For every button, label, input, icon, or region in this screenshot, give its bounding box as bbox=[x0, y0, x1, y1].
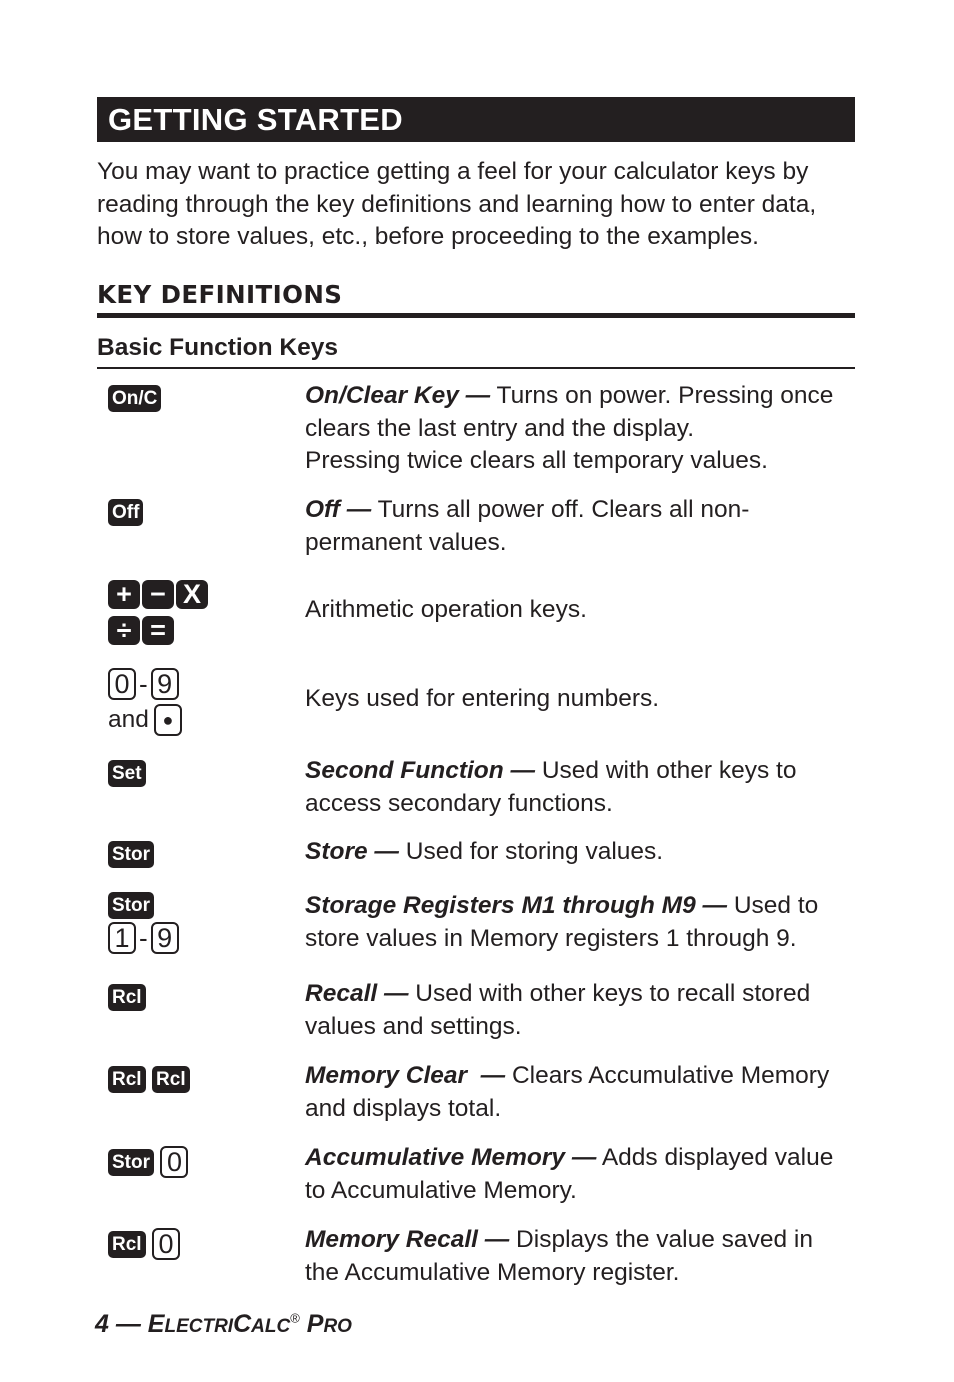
intro-paragraph: You may want to practice getting a feel for your calculator keys by reading through the key definitions and learning how to enter data, how to store values, etc., before proceeding to the examples. bbox=[97, 158, 817, 250]
keydef-description bbox=[305, 836, 850, 869]
key-group bbox=[108, 1228, 180, 1260]
digit-zero-key-icon: 0 bbox=[160, 1146, 188, 1178]
plus-key-icon: + bbox=[108, 580, 140, 609]
page-number: 4 — bbox=[95, 1310, 148, 1338]
keydef-term: Memory Recall — bbox=[305, 1226, 510, 1253]
digit-nine-key-icon: 9 bbox=[151, 668, 179, 700]
keydef-description bbox=[305, 683, 850, 716]
key-group bbox=[108, 1146, 188, 1178]
keydef-text: Keys used for entering numbers. bbox=[305, 685, 660, 712]
keydef-description bbox=[305, 1060, 850, 1125]
page-footer bbox=[95, 1310, 352, 1339]
set-key-icon: Set bbox=[108, 760, 146, 787]
key-group bbox=[108, 668, 182, 740]
keydef-description bbox=[305, 890, 850, 955]
multiply-key-icon: X bbox=[176, 580, 208, 609]
brand-p: P bbox=[299, 1310, 324, 1338]
key-group bbox=[108, 760, 146, 787]
off-key-icon: Off bbox=[108, 499, 143, 526]
key-group bbox=[108, 580, 210, 652]
stor-key-icon: Stor bbox=[108, 841, 154, 868]
rcl-key-icon: Rcl bbox=[108, 984, 146, 1011]
basic-function-keys-subheading: Basic Function Keys bbox=[97, 334, 855, 369]
stor-key-icon: Stor bbox=[108, 1149, 154, 1176]
brand-ro: RO bbox=[323, 1316, 352, 1337]
registered-mark: ® bbox=[290, 1310, 300, 1326]
range-dash: - bbox=[139, 922, 148, 953]
keydef-text: Used with other keys to recall stored values and settings. bbox=[305, 980, 811, 1040]
keydef-text: Turns on power. Pressing once clears the last entry and the display. bbox=[305, 382, 834, 442]
key-group bbox=[108, 499, 143, 526]
keydef-text: Used to store values in Memory registers 1 through 9. bbox=[305, 892, 819, 952]
key-group bbox=[108, 385, 161, 412]
keydef-term: Store — bbox=[305, 838, 399, 865]
brand-e: E bbox=[147, 1310, 165, 1338]
keydef-term: Recall — bbox=[305, 980, 409, 1007]
keydef-description bbox=[305, 380, 850, 478]
keydef-text: Adds displayed value to Accumulative Memory. bbox=[305, 1144, 834, 1204]
key-group bbox=[108, 892, 179, 958]
key-group bbox=[108, 1066, 190, 1093]
divide-key-icon: ÷ bbox=[108, 616, 140, 645]
keydef-text: Used for storing values. bbox=[398, 838, 664, 865]
rcl-key-icon: Rcl bbox=[108, 1231, 146, 1258]
digit-zero-key-icon: 0 bbox=[152, 1228, 180, 1260]
page-content bbox=[97, 97, 855, 369]
keydef-term: Memory Clear — bbox=[305, 1062, 506, 1089]
equals-key-icon: = bbox=[142, 616, 174, 645]
digit-nine-key-icon: 9 bbox=[151, 922, 179, 954]
keydef-term: Second Function — bbox=[305, 757, 536, 784]
and-label: and bbox=[108, 706, 149, 733]
brand-alc: ALC bbox=[251, 1316, 291, 1337]
keydef-description bbox=[305, 594, 850, 627]
decimal-point-key-icon: ● bbox=[154, 704, 182, 736]
keydef-term: On/Clear Key — bbox=[305, 382, 491, 409]
key-group bbox=[108, 984, 146, 1011]
rcl-key-icon: Rcl bbox=[152, 1066, 190, 1093]
keydef-description bbox=[305, 1142, 850, 1207]
minus-key-icon: − bbox=[142, 580, 174, 609]
brand-c: C bbox=[233, 1310, 252, 1338]
keydef-description bbox=[305, 1224, 850, 1289]
range-dash: - bbox=[139, 668, 148, 699]
keydef-text: Clears Accumulative Memory and displays total. bbox=[305, 1062, 830, 1122]
keydef-text: Arithmetic operation keys. bbox=[305, 596, 587, 623]
keydef-term: Storage Registers M1 through M9 — bbox=[305, 892, 728, 919]
section-title: GETTING STARTED bbox=[97, 97, 855, 142]
brand-lectri: LECTRI bbox=[164, 1316, 234, 1337]
keydef-text: Turns all power off. Clears all non-permanent values. bbox=[305, 496, 750, 556]
digit-one-key-icon: 1 bbox=[108, 922, 136, 954]
keydef-text: Displays the value saved in the Accumulative Memory register. bbox=[305, 1226, 813, 1286]
key-definitions-heading: KEY DEFINITIONS bbox=[97, 280, 855, 318]
rcl-key-icon: Rcl bbox=[108, 1066, 146, 1093]
keydef-description bbox=[305, 978, 850, 1043]
key-group bbox=[108, 841, 154, 868]
stor-key-icon: Stor bbox=[108, 892, 154, 919]
onclear-key-icon: On/C bbox=[108, 385, 161, 412]
keydef-description bbox=[305, 755, 850, 820]
keydef-term: Accumulative Memory — bbox=[305, 1144, 597, 1171]
keydef-text-line2: Pressing twice clears all temporary values. bbox=[305, 447, 768, 474]
digit-zero-key-icon: 0 bbox=[108, 668, 136, 700]
keydef-text: Used with other keys to access secondary functions. bbox=[305, 757, 797, 817]
keydef-term: Off — bbox=[305, 496, 372, 523]
keydef-description bbox=[305, 494, 850, 559]
